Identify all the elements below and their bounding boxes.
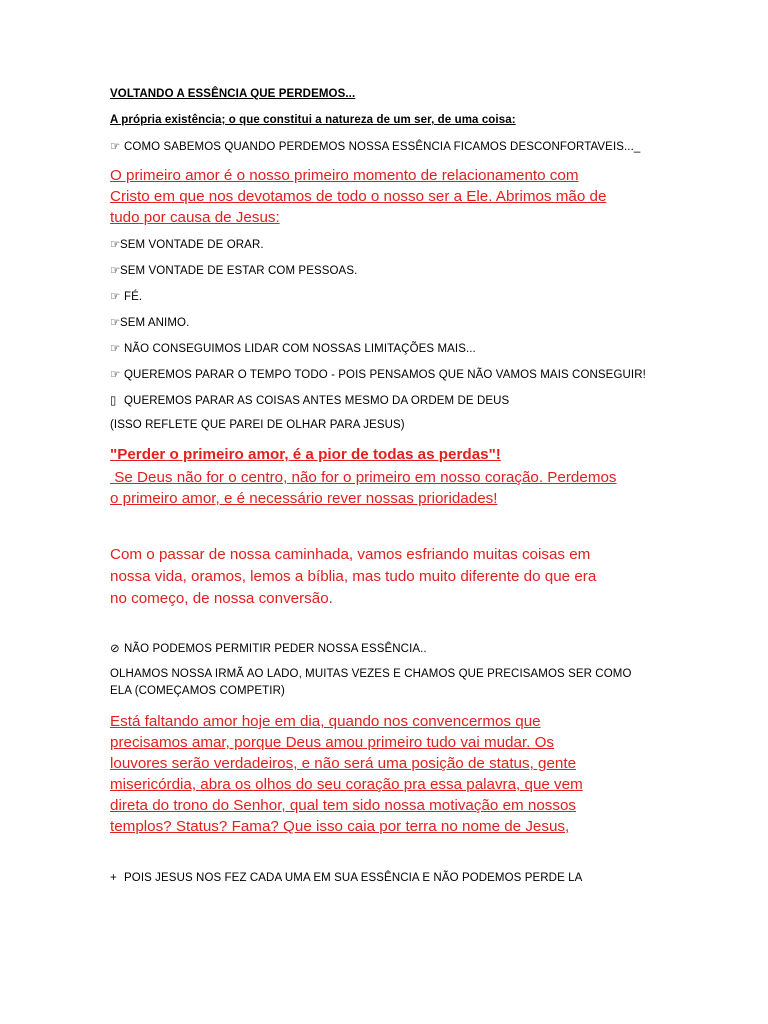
final-line [110,872,582,884]
pointing-hand-icon: ☞ [110,265,121,277]
list-item: ☞SEM VONTADE DE ESTAR COM PESSOAS. [110,265,358,277]
plus-icon: + [110,872,117,884]
quote-text: "Perder o primeiro amor, é a pior de todas as perdas"! [110,446,501,463]
paragraph-5-line-2: precisamos amar, porque Deus amou primeiro tudo vai mudar. Os [110,734,555,751]
paragraph-3-line-2: nossa vida, oramos, lemos a bíblia, mas tudo muito diferente do que era [110,568,597,585]
pointing-hand-icon: ☞ [110,239,121,251]
pointing-hand-icon: ☞ [110,317,121,329]
list-item: ☞SEM ANIMO. [110,317,190,329]
list-item: ☞SEM VONTADE DE ORAR. [110,239,264,251]
pointing-hand-icon: ☞ [110,141,121,153]
note-text: (ISSO REFLETE QUE PAREI DE OLHAR PARA JESUS) [110,419,405,431]
paragraph-3-line-3: no começo, de nossa conversão. [110,590,333,607]
prohibited-icon: ⊘ [110,643,120,655]
pointing-hand-icon: ☞ [110,291,121,303]
list-item: ☞ QUEREMOS PARAR O TEMPO TODO - POIS PENSAMOS QUE NÃO VAMOS MAIS CONSEGUIR! [110,369,646,381]
paragraph-1-line-1: O primeiro amor é o nosso primeiro momento de relacionamento com [110,167,579,184]
question-text: COMO SABEMOS QUANDO PERDEMOS NOSSA ESSÊNCIA FICAMOS DESCONFORTAVEIS..._ [124,141,641,153]
final-text: POIS JESUS NOS FEZ CADA UMA EM SUA ESSÊNCIA E NÃO PODEMOS PERDE LA [124,872,583,884]
paragraph-1-line-3: tudo por causa de Jesus: [110,209,280,226]
paragraph-3-line-1: Com o passar de nossa caminhada, vamos esfriando muitas coisas em [110,546,591,563]
paragraph-4-line-1: OLHAMOS NOSSA IRMÃ AO LADO, MUITAS VEZES E CHAMOS QUE PRECISAMOS SER COMO [110,668,632,680]
paragraph-1-line-2: Cristo em que nos devotamos de todo o nosso ser a Ele. Abrimos mão de [110,188,607,205]
warning-line [110,641,427,655]
warning-text: NÃO PODEMOS PERMITIR PEDER NOSSA ESSÊNCIA.. [124,643,427,655]
paragraph-5-line-4: misericórdia, abra os olhos do seu coração pra essa palavra, que vem [110,776,583,793]
paragraph-4-line-2: ELA (COMEÇAMOS COMPETIR) [110,685,285,697]
document-title: VOLTANDO A ESSÊNCIA QUE PERDEMOS... [110,88,356,100]
list-item: ☞ NÃO CONSEGUIMOS LIDAR COM NOSSAS LIMITAÇÕES MAIS... [110,343,476,355]
paragraph-5-line-5: direta do trono do Senhor, qual tem sido nossa motivação em nossos [110,797,577,814]
document-subtitle: A própria existência; o que constitui a natureza de um ser, de uma coisa: [110,114,516,126]
paragraph-5-line-6: templos? Status? Fama? Que isso caia por terra no nome de Jesus, [110,818,570,835]
pointing-hand-icon: ☞ [110,343,121,355]
paragraph-2-line-1: Se Deus não for o centro, não for o primeiro em nosso coração. Perdemos [114,469,617,486]
paragraph-2-line-2: o primeiro amor, e é necessário rever nossas prioridades! [110,490,498,507]
list-item: ☞ FÉ. [110,291,143,303]
paragraph-5-line-3: louvores serão verdadeiros, e não será uma posição de status, gente [110,755,577,772]
missing-glyph-icon: ▯ [110,395,117,407]
list-item: ▯ QUEREMOS PARAR AS COISAS ANTES MESMO DA ORDEM DE DEUS [110,395,510,407]
question-line [110,139,640,153]
pointing-hand-icon: ☞ [110,369,121,381]
paragraph-5-line-1: Está faltando amor hoje em dia, quando nos convencermos que [110,713,541,730]
